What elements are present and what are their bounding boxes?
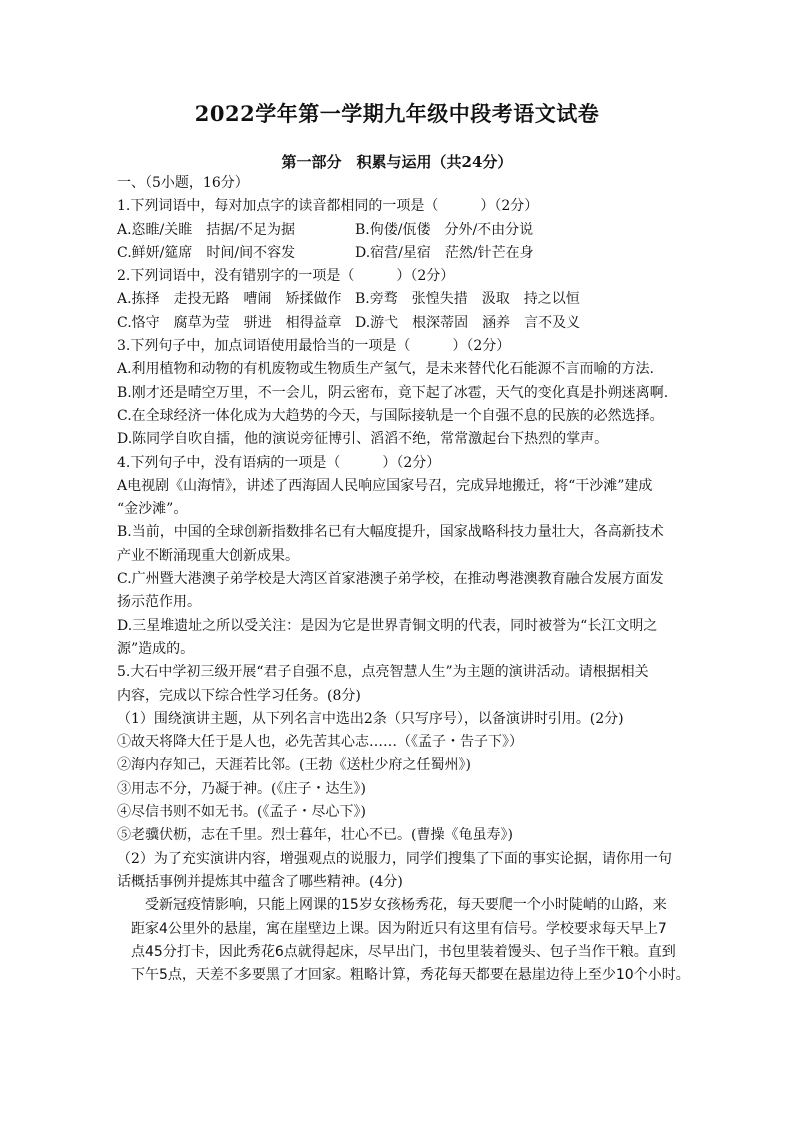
q3-stem: 3.下列句子中，加点词语使用最恰当的一项是（ ）（2分） xyxy=(117,338,511,355)
q2-option-c: C.恪守 腐草为莹 骈进 相得益章 xyxy=(117,314,342,331)
evidence-passage xyxy=(117,894,690,987)
q5-sub2-line2: 话概括事例并提炼其中蕴含了哪些精神。(4分) xyxy=(117,873,403,890)
q2-option-b: B.旁骛 张惶失措 汲取 持之以恒 xyxy=(355,291,580,308)
quote-item: ③用志不分，乃凝于神。(《庄子・达生》) xyxy=(117,780,366,797)
quote-item: ①故天将降大任于是人也，必先苦其心志……（《孟子・告子下》） xyxy=(117,734,523,751)
passage-line: 下午5点，天差不多要黑了才回家。粗略计算，秀花每天都要在悬崖边待上至少10个小时。 xyxy=(131,967,690,984)
q4-option-c-line2: 扬示范作用。 xyxy=(117,594,201,611)
q4-option-b-line1: B.当前，中国的全球创新指数排名已有大幅度提升，国家战略科技力量壮大，各高新技术 xyxy=(117,524,664,541)
exam-content xyxy=(117,172,690,987)
quote-item: ⑤老骥伏枥，志在千里。烈士暮年，壮心不已。(曹操《龟虽寿》) xyxy=(117,827,513,844)
q5-stem-line2: 内容，完成以下综合性学习任务。(8分) xyxy=(117,687,361,704)
q2-options-row1 xyxy=(117,288,687,311)
q2-options-row2 xyxy=(117,312,687,335)
section-heading: 一、（5小题，16分） xyxy=(117,175,249,191)
q4-option-a-line2: “金沙滩”。 xyxy=(117,501,188,518)
q3-option-a: A.利用植物和动物的有机废物或生物质生产氢气，是未来替代化石能源不言而喻的方法. xyxy=(117,361,655,378)
q4-option-a-line1: A电视剧《山海情》，讲述了西海固人民响应国家号召，完成异地搬迁，将“干沙滩”建成 xyxy=(117,477,653,494)
part-heading: 第一部分 积累与运用（共24分） xyxy=(281,153,513,171)
passage-line: 点45分打卡，因此秀花6点就得起床，尽早出门，书包里装着馒头、包子当作干粮。直到 xyxy=(131,943,676,960)
q4-option-b-line2: 产业不断涌现重大创新成果。 xyxy=(117,547,299,564)
q4-option-d-line1: D.三星堆遗址之所以受关注：是因为它是世界青铜文明的代表，同时被誉为“长江文明之 xyxy=(117,617,658,634)
q4-option-c-line1: C.广州暨大港澳子弟学校是大湾区首家港澳子弟学校，在推动粤港澳教育融合发展方面发 xyxy=(117,571,664,588)
q4-option-d-line2: 源”造成的。 xyxy=(117,640,195,657)
q3-option-d: D.陈同学自吹自擂，他的演说旁征博引、滔滔不绝，常常激起台下热烈的掌声。 xyxy=(117,431,609,448)
q1-option-d: D.宿营/星宿 茫然/针芒在身 xyxy=(355,244,534,261)
q5-stem-line1: 5.大石中学初三级开展“君子自强不息，点亮智慧人生”为主题的演讲活动。请根据相关 xyxy=(117,664,649,681)
q4-stem: 4.下列句子中，没有语病的一项是（ ）（2分） xyxy=(117,454,441,471)
q2-stem: 2.下列词语中，没有错别字的一项是（ ）（2分） xyxy=(117,268,455,285)
q1-option-a: A.恣睢/关睢 拮据/不足为据 xyxy=(117,221,295,238)
quote-item: ④尽信书则不如无书。(《孟子・尽心下》) xyxy=(117,804,366,821)
passage-line: 距家4公里外的悬崖，寓在崖壁边上课。因为附近只有这里有信号。学校要求每天早上7 xyxy=(131,920,667,937)
q1-stem: 1.下列词语中，每对加点字的读音都相同的一项是（ ）（2分） xyxy=(117,198,539,215)
q2-option-d: D.游弋 根深蒂固 涵养 言不及义 xyxy=(355,314,581,331)
q5-sub2-line1: （2）为了充实演讲内容，增强观点的说服力，同学们搜集了下面的事实论据，请你用一句 xyxy=(117,850,672,867)
q3-option-b: B.刚才还是晴空万里，不一会儿，阴云密布，竟下起了冰雹，天气的变化真是扑朔迷离啊. xyxy=(117,384,669,401)
q1-option-c: C.鲜妍/筵席 时间/间不容发 xyxy=(117,244,296,261)
quote-item: ②海内存知己，天涯若比邻。(王勃《送杜少府之任蜀州》) xyxy=(117,757,471,774)
q1-options-row2 xyxy=(117,242,687,265)
exam-title: 2022学年第一学期九年级中段考语文试卷 xyxy=(194,101,600,126)
q1-options-row1 xyxy=(117,219,687,242)
passage-line: 受新冠疫情影响，只能上网课的15岁女孩杨秀花，每天要爬一个小时陡峭的山路，来 xyxy=(145,897,667,914)
q3-option-c: C.在全球经济一体化成为大趋势的今天，与国际接轨是一个自强不息的民族的必然选择。 xyxy=(117,407,664,424)
q2-option-a: A.拣择 走投无路 嘈闹 矫揉做作 xyxy=(117,291,342,308)
q5-sub1: （1）围绕演讲主题，从下列名言中选出2条（只写序号），以备演讲时引用。(2分) xyxy=(117,710,624,727)
q1-option-b: B.佝偻/佤偻 分外/不由分说 xyxy=(355,221,534,238)
